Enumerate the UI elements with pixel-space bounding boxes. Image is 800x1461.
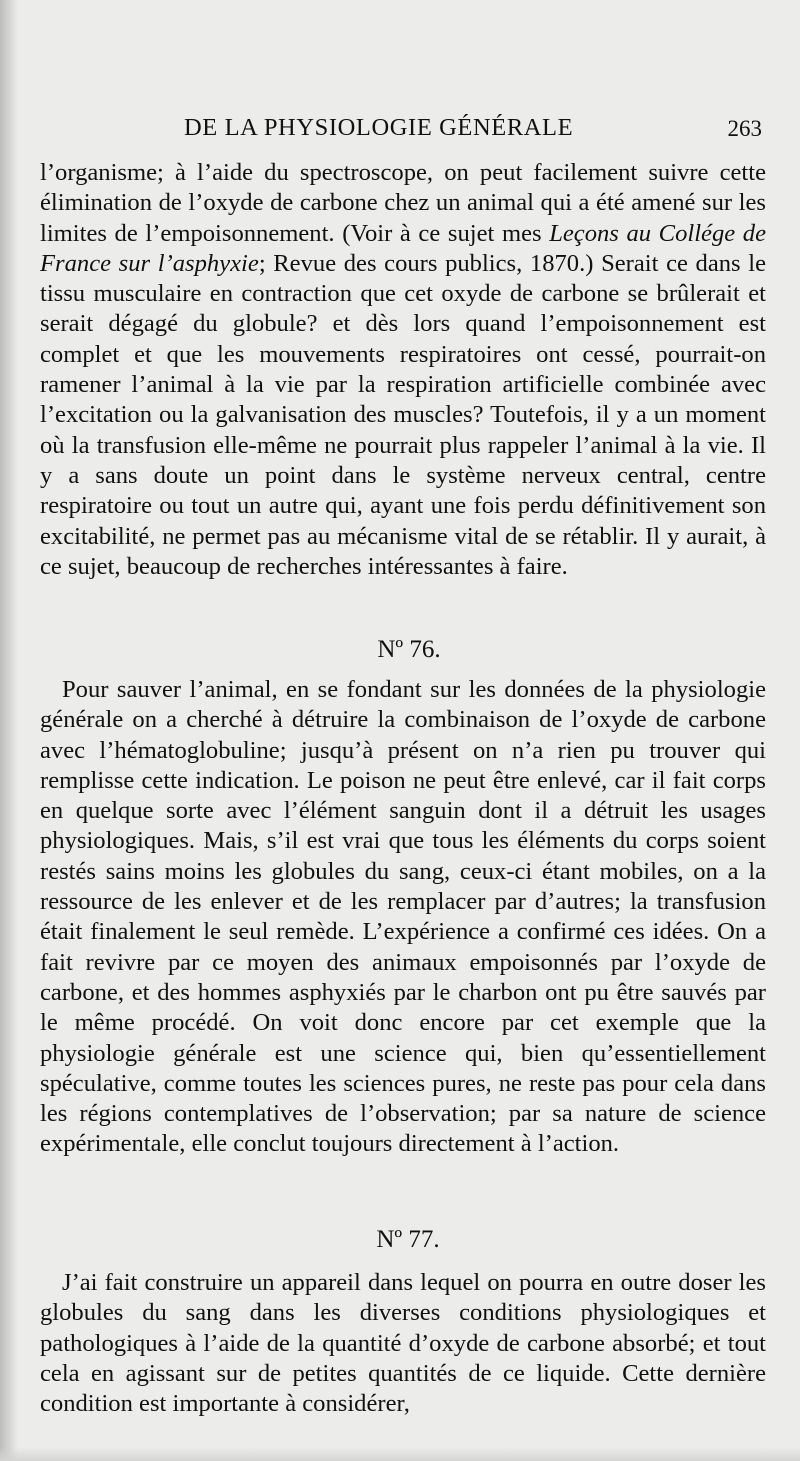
paragraph-continuation	[40, 158, 766, 582]
italic-book-title: Leçons au Collége de France sur l’asphyxie	[40, 219, 767, 277]
paragraph-text-after-italic: ; Revue des cours publics, 1870.) Serait ce dans le tissu musculaire en contraction que cet oxyde de carbone se brûlerait et serait dégagé du globule? et dès lors quand l’empoisonnement est complet et que les mouvements respiratoires ont cessé, pourrait-on ramener l’animal à la vie par la respiration artificielle combinée avec l’excitation ou la galvanisation des muscles? Toutefois, il y a un moment où la transfusion elle-même ne pourrait plus rappeler l’animal à la vie. Il y a sans doute un point dans le système nerveux central, centre respiratoire ou tout un autre qui, ayant une fois perdu définitivement son excitabilité, ne permet pas au mécanisme vital de se rétablir. Il y aurait, à ce sujet, beaucoup de recherches intéressantes à faire.	[40, 249, 767, 580]
note-77-heading	[0, 1226, 800, 1254]
note-77-heading-text: Nº 77.	[376, 1226, 440, 1253]
running-head-title: DE LA PHYSIOLOGIE GÉNÉRALE	[184, 114, 574, 141]
paragraph-text-before-italic: l’organisme; à l’aide du spectroscope, on peut facilement suivre cette élimination de l’oxyde de carbone chez un animal qui a été amené sur les limites de l’empoisonnement. (Voir à ce sujet mes	[40, 159, 766, 247]
note-76-paragraph: Pour sauver l’animal, en se fondant sur les données de la physiologie générale on a cherché à détruire la combinaison de l’oxyde de carbone avec l’hématoglobuline; jusqu’à présent on n’a rien pu trouver qui remplisse cette indication. Le poison ne peut être enlevé, car il fait corps en quelque sorte avec l’élément sanguin dont il a détruit les usages physiologiques. Mais, s’il est vrai que tous les éléments du corps soient restés sains moins les globules du sang, ceux-ci étant mobiles, on a la ressource de les enlever et de les remplacer par d’autres; la transfusion était finalement le seul remède. L’expérience a confirmé ces idées. On a fait revivre par ce moyen des animaux empoisonnés par l’oxyde de carbone, et des hommes asphyxiés par le charbon ont pu être sauvés par le même procédé. On voit donc encore par cet exemple que la physiologie générale est une science qui, bien qu’essentiellement spéculative, comme toutes les sciences pures, ne reste pas pour cela dans les régions contemplatives de l’observation; par sa nature de science expérimentale, elle conclut toujours directement à l’action.	[40, 676, 766, 1158]
running-head	[40, 114, 766, 148]
note-77-paragraph: J’ai fait construire un appareil dans lequel on pourra en outre doser les globules du sang dans les diverses conditions physiologiques et pathologiques à l’aide de la quantité d’oxyde de carbone absorbé; et tout cela en agissant sur de petites quantités de ce liquide. Cette dernière condition est importante à considérer,	[40, 1269, 766, 1418]
page-number: 263	[727, 116, 762, 141]
note-76-heading	[0, 636, 800, 664]
page-edge-shadow	[0, 1447, 800, 1461]
note-76-heading-text: Nº 76.	[377, 636, 441, 663]
